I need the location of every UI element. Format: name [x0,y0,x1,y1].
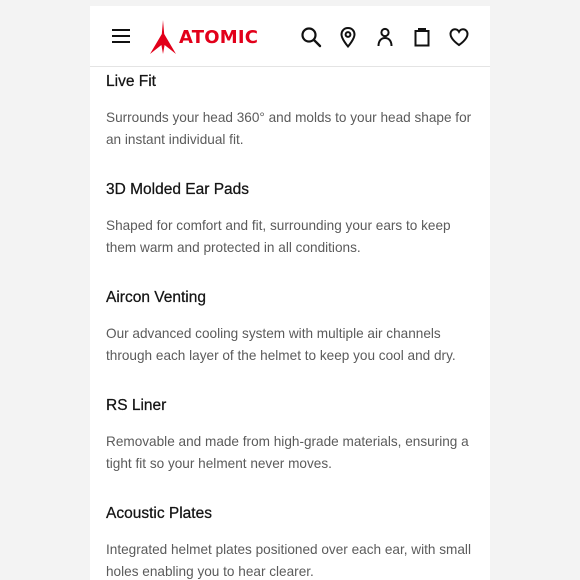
heart-icon[interactable] [448,26,470,48]
brand-logo[interactable] [150,20,258,54]
feature-description: Surrounds your head 360° and molds to your head shape for an instant individual fit. [106,110,472,147]
bag-icon[interactable] [411,26,433,48]
feature-item-live-fit [106,71,476,150]
feature-description: Shaped for comfort and fit, surrounding your ears to keep them warm and protected in all conditions. [106,218,451,255]
feature-title: RS Liner [106,397,167,414]
feature-item-3d-molded-ear-pads [106,179,476,258]
feature-title: Acoustic Plates [106,505,212,522]
feature-title: 3D Molded Ear Pads [106,181,250,198]
feature-item-acoustic-plates [106,503,476,580]
search-icon[interactable] [300,26,322,48]
product-page [90,6,490,580]
feature-title: Aircon Venting [106,289,206,306]
account-icon[interactable] [374,26,396,48]
site-header [90,6,490,67]
feature-item-rs-liner [106,395,476,474]
header-actions [300,26,470,48]
brand-name: ATOMIC [179,26,259,48]
feature-description: Removable and made from high-grade materials, ensuring a tight fit so your helment never moves. [106,434,469,471]
atomic-logo-icon [150,20,176,54]
location-pin-icon[interactable] [337,26,359,48]
feature-description: Our advanced cooling system with multiple air channels through each layer of the helmet to keep you cool and dry. [106,326,456,363]
feature-description: Integrated helmet plates positioned over each ear, with small holes enabling you to hear clearer. [106,542,471,579]
feature-title: Live Fit [106,73,156,90]
menu-icon[interactable] [112,28,130,44]
feature-item-aircon-venting [106,287,476,366]
